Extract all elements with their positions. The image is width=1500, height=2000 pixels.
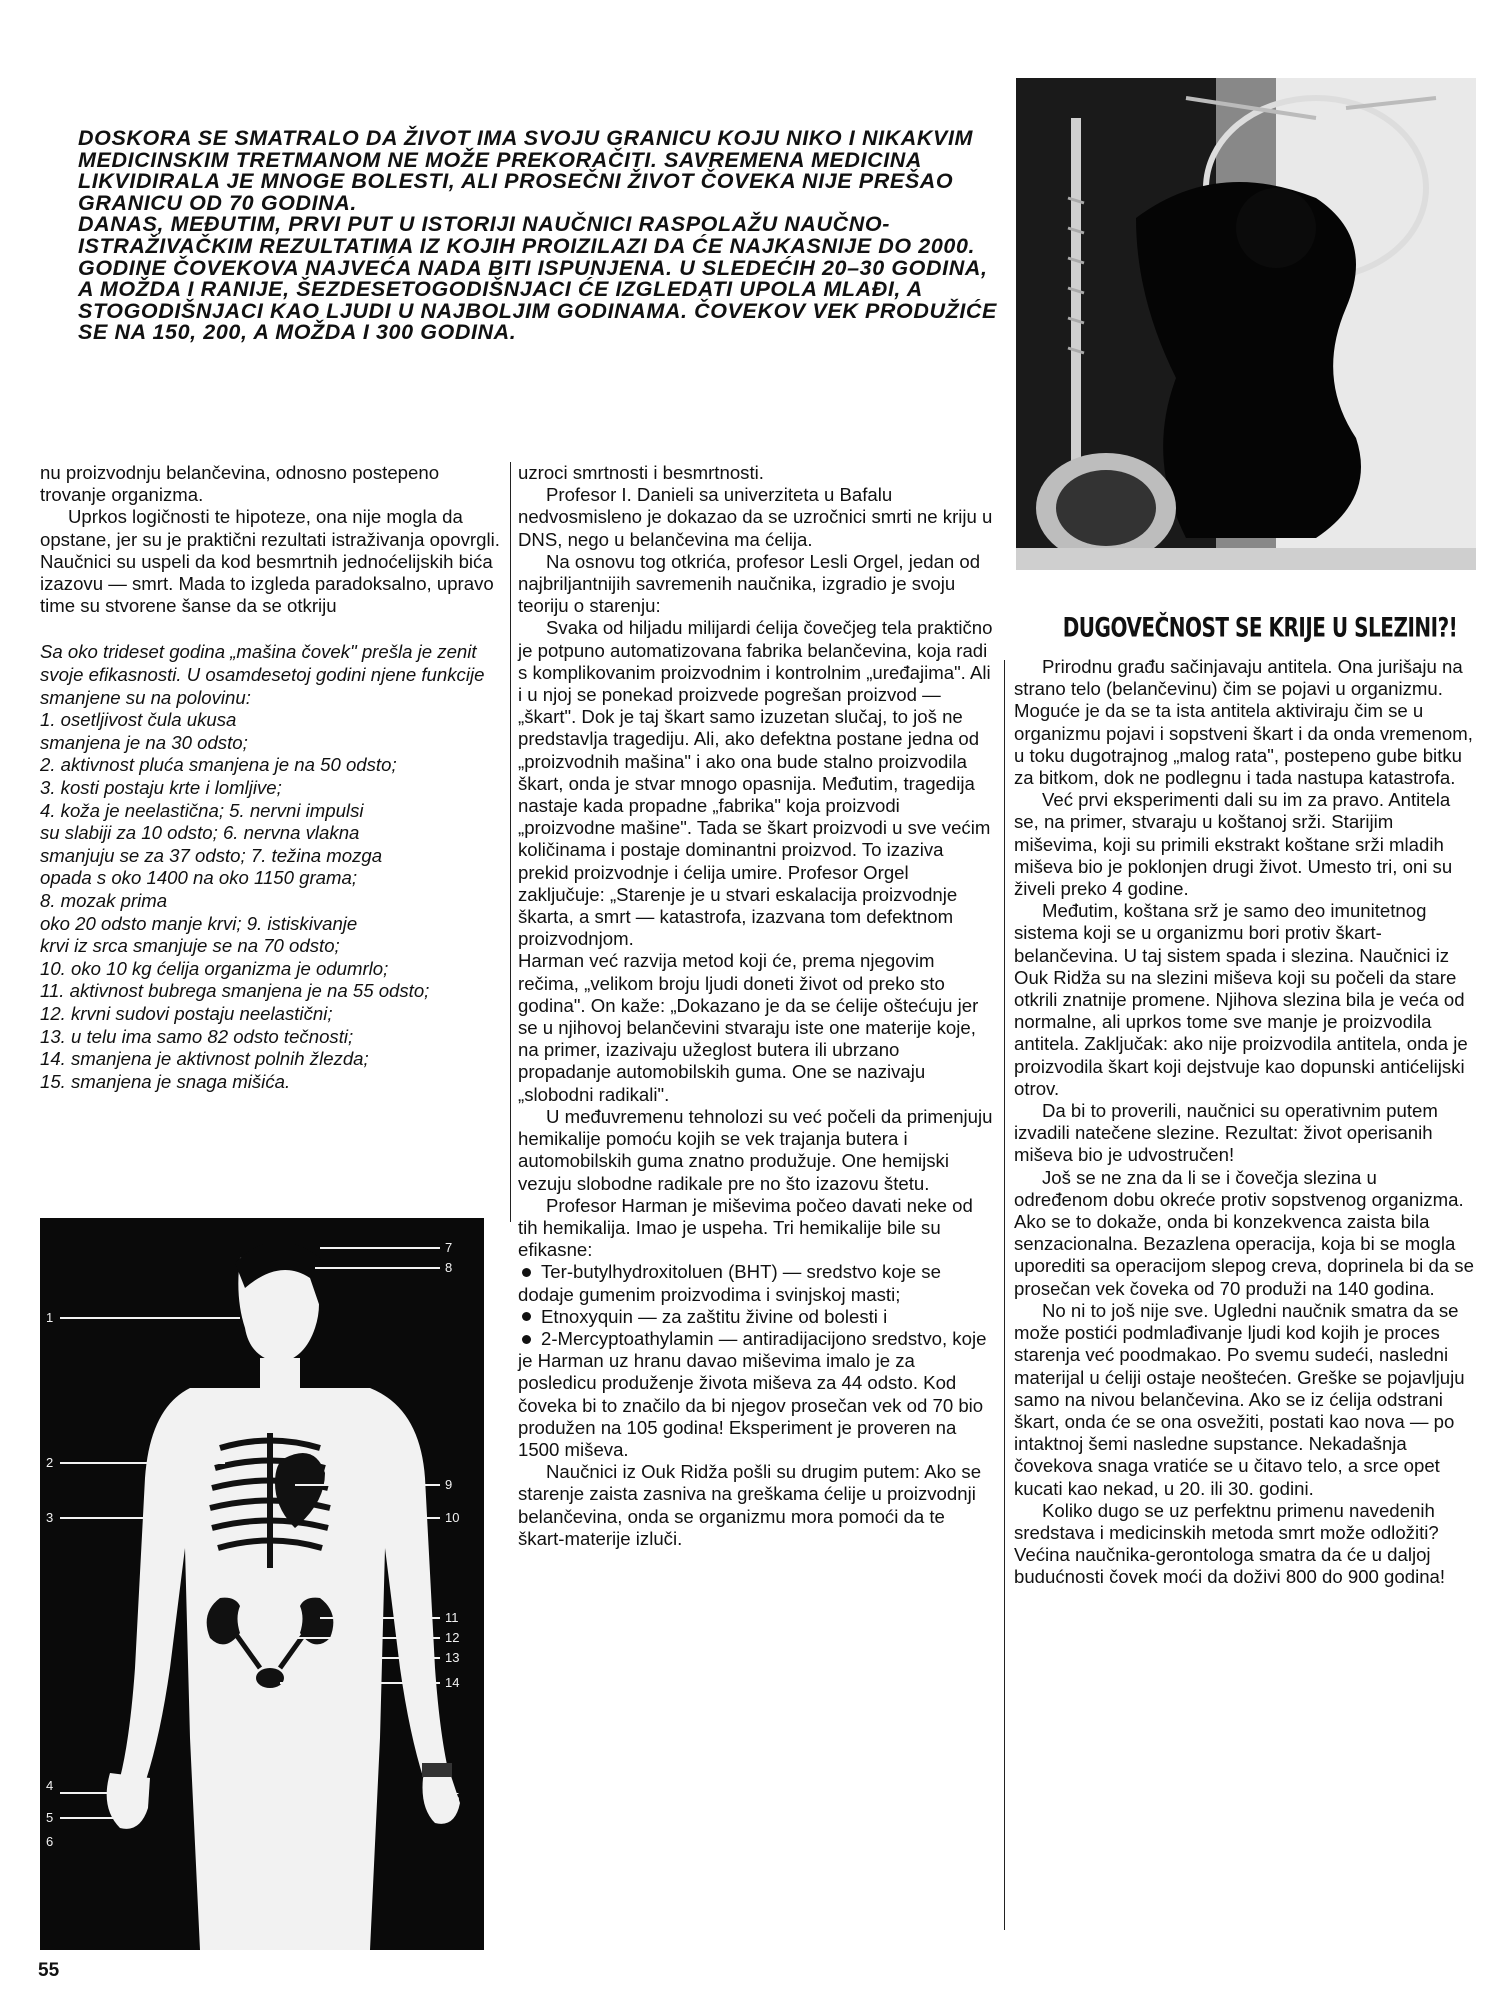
aging-list-item: 8. mozak prima [40,889,168,911]
aging-list-item: 15. smanjena je snaga mišića. [40,1070,291,1092]
col3-p4: Da bi to proverili, naučnici su operativnim putem izvadili natečene slezine. Rezultat: život operisanih miševa bio je udvostručen! [1014,1100,1438,1166]
bullet-text: Ter-butylhydroxitoluen (BHT) — sredstvo koje se dodaje gumenim proizvodima i svinjskoj masti; [518,1261,941,1305]
aging-list-item: 11. aktivnost bubrega smanjena je na 55 odsto; [40,980,430,1002]
column-divider [1004,660,1005,1930]
column-divider [510,462,511,1222]
aging-list-item: 10. oko 10 kg ćelija organizma je odumrlo; [40,957,389,979]
figure-label: 13 [445,1650,460,1665]
aging-list-intro: Sa oko trideset godina „mašina čovek" prešla je zenit svoje efikasnosti. U osamdesetoj godini njene funkcije smanjene su na polovinu: [40,641,485,708]
column-1 [40,462,506,1093]
col2-p2: Na osnovu tog otkrića, profesor Lesli Orgel, jedan od najbriljantnijih savremenih naučnika, izgradio je svoju teoriju o starenju: [518,550,981,617]
col3-p3: Međutim, koštana srž je samo deo imunitetnog sistema koji se u organizmu bori protiv škart-belančevina. U taj sistem spada i slezina. Naučnici iz Ouk Ridža su na slezini miševa koji su počeli da stare otkrili znatnije promene. Njihova slezina bila je veća od normalne, ali uprkos tome sve manje je proizvodila antitela. Zaključak: ako nije proizvodila antitela, onda je proizvodila škart koji dejstvuje kao dopunski antićelijski otrov. [1014,900,1468,1099]
aging-list-item: 12. krvni sudovi postaju neelastični; [40,1002,333,1024]
lead-p1: DOSKORA SE SMATRALO DA ŽIVOT IMA SVOJU GRANICU KOJU NIKO I NIKAKVIM MEDICINSKIM TRETMANOM NE MOŽE PREKORAČITI. SAVREMENA MEDICINA LIKVIDIRALA JE MNOGE BOLESTI, ALI PROSEČNI ŽIVOT ČOVEKA NIJE PREŠAO GRANICU OD 70 GODINA. [78,126,974,215]
body-organs-illustration [40,1218,484,1950]
lead-p2: DANAS, MEĐUTIM, PRVI PUT U ISTORIJI NAUČNICI RASPOLAŽU NAUČNO-ISTRAŽIVAČKIM REZULTATIMA IZ KOJIH PROIZILAZI DA ĆE NAJKASNIJE DO 2000. GODINE ČOVEKOVA NAJVEĆA NADA BITI ISPUNJENA. U SLEDEĆIH 20–30 GODINA, A MOŽDA I RANIJE, ŠEZDESETOGODIŠNJACI ĆE IZGLEDATI UPOLA MLAĐI, A STOGODIŠNJACI KAO LJUDI U NAJBOLJIM GODINAMA. ČOVEKOV VEK PRODUŽIĆE SE NA 150, 200, A MOŽDA I 300 GODINA. [78,212,998,345]
aging-list [40,641,506,1093]
lab-photo [1016,78,1476,570]
col3-p6: No ni to još nije sve. Ugledni naučnik smatra da se može postići podmlađivanje ljudi kod kojih je proces starenja već poodmakao. Po svemu sudeći, nasledni materijal u ćeliji ostaje neoštećen. Greške se pojavljuju samo na nivou belančevina. Ako se iz ćelija odstrani škart, onda će se ona osvežiti, postati kao nova — po intaktnoj šemi nasledne supstance. Nekadašnja čovekova snaga vratiće se u čitavo telo, a srce opet kucati kao nekad, u 20. ili 30. godini. [1014,1299,1465,1499]
figure-label: 7 [445,1240,453,1255]
figure-label: 8 [445,1260,453,1275]
aging-list-item: su slabiji za 10 odsto; 6. nervna vlakna [40,822,360,844]
bullet-icon [522,1268,531,1277]
aging-list-item: 13. u telu ima samo 82 odsto tečnosti; [40,1025,354,1047]
col2-p3: Svaka od hiljadu milijardi ćelija čovečjeg tela praktično je potpuno automatizovana fabrika belančevina, koja radi s komplikovanim proizvodnim i kontrolnim „uređajima". Ali i u njoj se ponekad proizvede pogrešan proizvod — „škart". Dok je taj škart samo izuzetan slučaj, to još ne predstavlja tragediju. Ali, ako defektna postane jedna od „proizvodnih mašina" i ako ona bude stalno proizvodila škart, onda je stvar mnogo opasnija. Međutim, tragedija nastaje kada propadne „fabrika" koja proizvodi „proizvodne mašine". Tada se škart proizvodi u sve većim količinama i postaje dominantni proizvod. To izaziva prekid proizvodnje i ćelija umire. Profesor Orgel zaključuje: „Starenje je u stvari eskalacija proizvodnje škarta, a smrt — katastrofa, izazvana tom defektnom proizvodnjom. [518,617,993,950]
col3-p5: Još se ne zna da li se i čovečja slezina u određenom dobu okreće protiv sopstvenog organizma. Ako se to dokaže, onda bi konzekvenca zaista bila senzacionalna. Bezazlena operacija, koja bi se mogla uporediti sa operacijom slepog creva, doprinela bi da se prosečan vek čoveka od 70 produži na 140 godina. [1014,1166,1474,1299]
figure-label: 5 [46,1810,54,1825]
figure-label: 15 [445,1790,460,1805]
aging-list-item: smanjuju se za 37 odsto; 7. težina mozga [40,844,383,866]
col2-p1: Profesor I. Danieli sa univerziteta u Bafalu nedvosmisleno je dokazao da se uzročnici smrti ne kriju u DNS, nego u belančevina ma ćelija. [518,484,993,550]
col3-p2: Već prvi eksperimenti dali su im za pravo. Antitela se, na primer, stvaraju u koštanoj srži. Starijim miševima, koji su primili ekstrakt koštane srži mladih miševa bio je poklonjen drugi život. Umesto tri, oni su živeli preko 4 godine. [1014,789,1453,900]
figure-label: 1 [46,1310,54,1325]
figure-label: 10 [445,1510,460,1525]
human-body-diagram [40,1218,484,1950]
column-3 [1014,656,1476,1589]
col2-p5: U međuvremenu tehnolozi su već počeli da primenjuju hemikalije pomoću kojih se vek trajanja butera i automobilskih guma znatno produžuje. One hemijski vezuju slobodne radikale pre no što izazovu štetu. [518,1105,993,1194]
col2-p7: Naučnici iz Ouk Ridža pošli su drugim putem: Ako se starenje zaista zasniva na greškama ćelije u proizvodnji belančevina, onda se organizmu mora pomoći da te škart-materije izluči. [518,1461,982,1549]
figure-label: 11 [445,1610,459,1625]
lead-paragraph [78,128,1008,344]
aging-list-item: krvi iz srca smanjuje se na 70 odsto; [40,935,340,957]
bullet-icon [522,1335,531,1344]
col2-p0: uzroci smrtnosti i besmrtnosti. [518,462,764,483]
col2-p4: Harman već razvija metod koji će, prema njegovim rečima, „velikom broju ljudi doneti život od preko sto godina". On kaže: „Dokazano je da se ćelije oštećuju jer se u njihovoj belančevini stvaraju iste one materije koje, na primer, izazivaju užeglost butera ili ubrzano propadanje automobilskih guma. One se nazivaju „slobodni radikali". [518,950,979,1105]
figure-label: 4 [46,1778,54,1793]
figure-label: 9 [445,1477,453,1492]
aging-list-item: 14. smanjena je aktivnost polnih žlezda; [40,1048,369,1070]
aging-list-item: 3. kosti postaju krte i lomljive; [40,776,282,798]
aging-list-item: 1. osetljivost čula ukusa [40,709,237,731]
figure-label: 2 [46,1455,54,1470]
aging-list-item: 2. aktivnost pluća smanjena je na 50 odsto; [40,754,397,776]
section-headline: DUGOVEČNOST SE KRIJE U SLEZINI?! [1062,610,1458,644]
col2-p6: Profesor Harman je miševima počeo davati neke od tih hemikalija. Imao je uspeha. Tri hemikalije bile su efikasne: [518,1194,973,1261]
page-number: 55 [38,1960,60,1981]
col3-p1: Prirodnu građu sačinjavaju antitela. Ona jurišaju na strano telo (belančevinu) čim se pojavi u organizmu. Moguće je da se ta ista antitela aktiviraju čim se u organizmu pojavi i sopstveni škart i da onda vremenom, u toku dugotrajnog „malog rata", postepeno gube bitku za bitkom, dok ne podlegnu i tada nastupa katastrofa. [1014,656,1473,789]
column-2 [518,462,994,1550]
col2-bullet-1 [518,1261,994,1305]
aging-list-item: smanjena je na 30 odsto; [40,731,248,753]
col3-p7: Koliko dugo se uz perfektnu primenu navedenih sredstava i medicinskih metoda smrt može odložiti? Većina naučnika-gerontologa smatra da će u daljoj budućnosti čovek moći da doživi 800 do 900 godina! [1014,1499,1446,1588]
figure-label: 3 [46,1510,54,1525]
aging-list-item: oko 20 odsto manje krvi; 9. istiskivanje [40,912,358,934]
bullet-icon [522,1312,531,1321]
figure-label: 12 [445,1630,460,1645]
col2-bullet-3 [518,1328,994,1461]
aging-list-item: opada s oko 1400 na oko 1150 grama; [40,867,358,889]
col2-bullet-2 [518,1306,994,1328]
bullet-text: Etnoxyquin — za zaštitu živine od bolesti i [541,1305,888,1327]
col1-p1: nu proizvodnju belančevina, odnosno postepeno trovanje organizma. [40,462,440,506]
bullet-text: 2-Mercyptoathylamin — antiradijacijono sredstvo, koje je Harman uz hranu davao miševima imalo je za posledicu produženje života miševa za 44 odsto. Kod čoveka bi to značilo da bi njegov prosečan vek od 70 bio produžen na 105 godina! Eksperiment je proveren na 1500 miševa. [518,1327,987,1460]
figure-label: 14 [445,1675,460,1690]
figure-label: 6 [46,1834,54,1849]
monkey-lab-illustration [1016,78,1476,570]
col1-p2: Uprkos logičnosti te hipoteze, ona nije mogla da opstane, jer su je praktični rezultati istraživanja opovrgli. Naučnici su uspeli da kod besmrtnih jednoćelijskih bića izazovu — smrt. Mada to izgleda paradoksalno, upravo time su stvorene šanse da se otkriju [40,506,500,617]
aging-list-item: 4. koža je neelastična; 5. nervni impulsi [40,799,364,821]
